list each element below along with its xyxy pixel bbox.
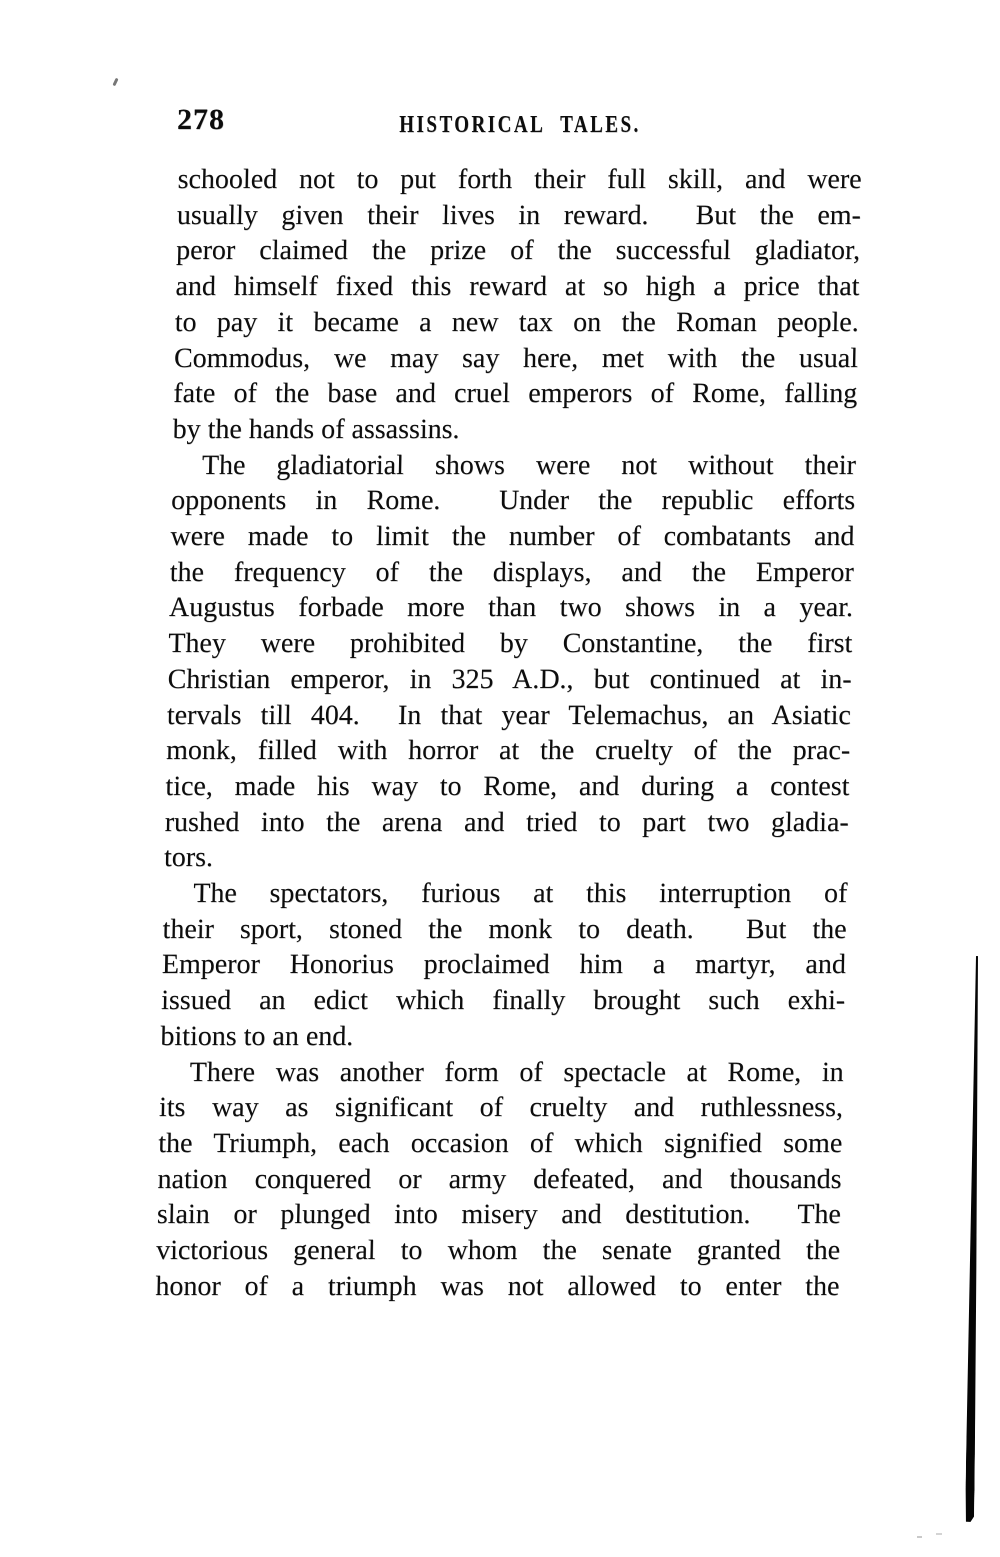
running-header: HISTORICAL TALES. — [399, 111, 641, 139]
text-line: monk, filled with horror at the cruelty of the prac- — [165, 735, 851, 767]
ink-speck — [917, 1536, 922, 1538]
text-line: slain or plunged into misery and destitution. The — [156, 1199, 842, 1231]
text-line: were made to limit the number of combatants and — [170, 521, 855, 553]
text-line: the frequency of the displays, and the Emperor — [169, 556, 855, 588]
text-line: to pay it became a new tax on the Roman people. — [174, 306, 860, 338]
text-line: Augustus forbade more than two shows in a year. — [168, 592, 854, 624]
text-line: opponents in Rome. Under the republic efforts — [170, 485, 856, 517]
text-line: nation conquered or army defeated, and thousands — [157, 1163, 842, 1195]
text-line: usually given their lives in reward. But the em- — [176, 199, 862, 231]
text-line: Christian emperor, in 325 A.D., but continued at in- — [167, 663, 852, 695]
text-line: fate of the base and cruel emperors of Rome, falling — [173, 378, 858, 410]
text-line: Commodus, we may say here, met with the usual — [173, 342, 859, 374]
text-line: its way as significant of cruelty and ruthlessness, — [158, 1092, 844, 1124]
scan-artifact-bar — [965, 956, 982, 1522]
text-line: tors. — [163, 842, 214, 874]
text-line: They were prohibited by Constantine, the first — [168, 628, 853, 660]
text-line: schooled not to put forth their full skill, and were — [177, 164, 862, 195]
ink-speck — [936, 1533, 942, 1535]
text-line: The spectators, furious at this interruption of — [193, 878, 848, 910]
text-line: by the hands of assassins. — [172, 413, 460, 445]
page-number: 278 — [177, 103, 225, 136]
text-line: bitions to an end. — [160, 1020, 354, 1052]
text-line: honor of a triumph was not allowed to enter the — [155, 1270, 840, 1302]
text-line: tervals till 404. In that year Telemachus, an Asiatic — [166, 699, 852, 731]
body-text — [155, 162, 862, 1305]
text-line: Emperor Honorius proclaimed him a martyr, and — [161, 949, 847, 981]
text-line: tice, made his way to Rome, and during a contest — [165, 770, 850, 802]
ink-speck — [112, 78, 118, 87]
text-line: There was another form of spectacle at Rome, in — [189, 1056, 845, 1088]
text-line: and himself fixed this reward at so high a price that — [175, 271, 860, 303]
text-line: issued an edict which finally brought such exhi- — [160, 985, 846, 1017]
text-line: rushed into the arena and tried to part two gladia- — [164, 806, 850, 838]
text-line: The gladiatorial shows were not without their — [201, 449, 857, 481]
text-line: victorious general to whom the senate granted the — [155, 1235, 841, 1267]
text-line: peror claimed the prize of the successful gladiator, — [175, 235, 861, 267]
text-line: the Triumph, each occasion of which signified some — [157, 1127, 843, 1159]
text-line: their sport, stoned the monk to death. But the — [162, 913, 847, 945]
